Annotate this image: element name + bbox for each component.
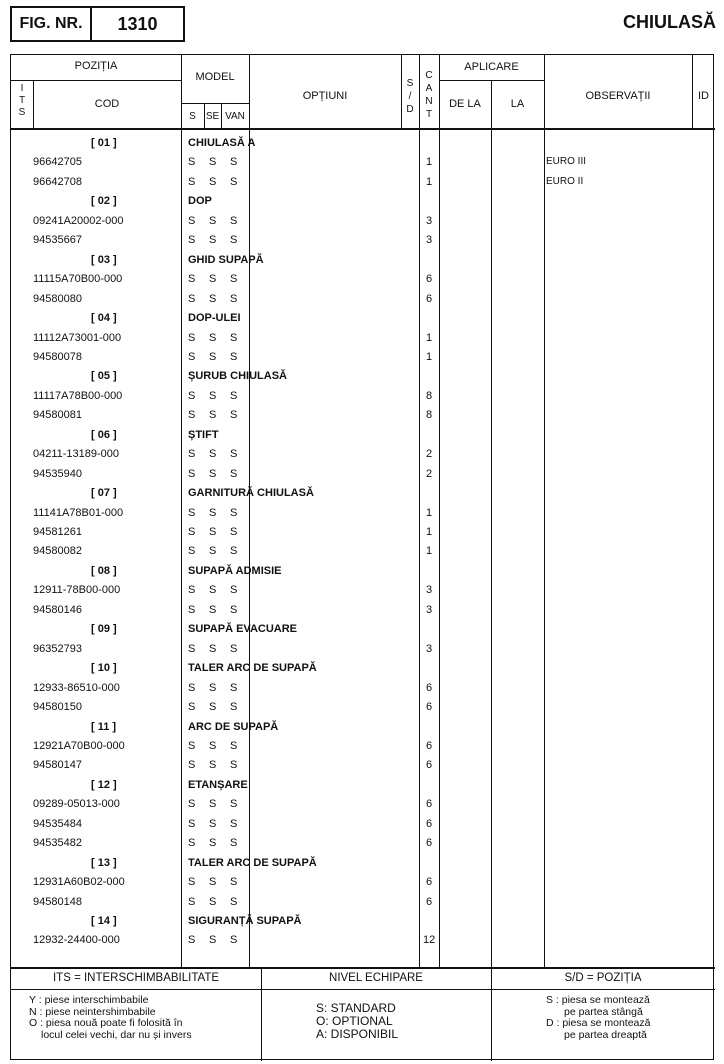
header-cant-2: A [425,83,433,94]
model-se-value: S [209,642,217,655]
table-row [11,173,715,192]
quantity: 8 [425,389,433,402]
model-van-value: S [230,584,238,597]
quantity: 1 [425,506,433,519]
part-code: 94535482 [33,837,82,850]
part-code: 94535667 [33,234,82,247]
model-van-value: S [230,506,238,519]
model-van-value: S [230,759,238,772]
quantity: 8 [425,409,433,422]
model-van-value: S [230,642,238,655]
model-s-value: S [188,545,196,558]
part-code: 94581261 [33,526,82,538]
table-row [11,581,715,600]
part-code: 94580148 [33,895,82,908]
quantity: 3 [425,642,433,655]
model-s-value: S [188,817,196,830]
model-se-value: S [209,175,217,188]
quantity: 2 [425,467,433,480]
quantity: 3 [425,234,433,247]
position-number: [ 01 ] [91,137,117,149]
table-row [11,815,715,834]
part-description: ARC DE SUPAPĂ [188,720,279,733]
position-number: [ 10 ] [91,662,117,675]
header-optiuni: OPȚIUNI [302,90,348,102]
quantity: 6 [425,895,433,908]
legend-its-n: N : piese neintershimbabile [29,1005,156,1018]
part-code: 04211-13189-000 [33,448,120,461]
legend-its-o2: locul celei vechi, dar nu și invers [41,1028,192,1041]
model-van-value: S [230,817,238,830]
model-van-value: S [230,467,238,480]
position-number: [ 02 ] [91,195,117,208]
model-se-value: S [209,234,217,247]
quantity: 6 [425,837,433,850]
header-id: ID [698,90,709,102]
header-model-se: SE [205,111,220,122]
table-row [11,601,715,620]
part-description: ȘTIFT [188,428,219,441]
divider [11,80,181,81]
part-code: 94580150 [33,701,82,714]
model-s-value: S [188,837,196,850]
model-s-value: S [188,895,196,908]
model-se-value: S [209,545,217,558]
quantity: 1 [425,545,433,558]
figure-number-box [10,6,185,42]
group-row [11,776,715,795]
model-se-value: S [209,350,217,363]
legend-sd-d2: pe partea dreaptă [564,1028,647,1041]
model-van-value: S [230,739,238,752]
table-row [11,873,715,892]
header-cod: COD [94,98,120,110]
part-code: 94535940 [33,467,82,480]
part-description: GARNITURĂ CHIULASĂ [188,487,314,500]
figure-label: FIG. NR. [12,8,92,40]
model-van-value: S [230,331,238,344]
model-van-value: S [230,448,238,461]
part-description: SIGURANȚĂ SUPAPĂ [188,915,302,927]
header-model: MODEL [195,71,235,83]
divider [439,80,544,81]
model-se-value: S [209,701,217,714]
part-code: 94580080 [33,292,82,305]
table-row [11,387,715,406]
model-se-value: S [209,876,217,889]
model-van-value: S [230,701,238,714]
quantity: 1 [425,175,433,188]
part-code: 94580147 [33,759,82,772]
quantity: 6 [425,876,433,889]
divider [11,989,715,990]
model-van-value: S [230,234,238,247]
observation: EURO II [546,175,584,187]
parts-table [10,54,714,1060]
model-s-value: S [188,681,196,694]
quantity: 1 [425,350,433,363]
legend-nivel-a: A: DISPONIBIL [316,1027,399,1041]
table-row [11,445,715,464]
table-row [11,893,715,912]
table-row [11,231,715,250]
header-la: LA [510,98,525,110]
table-row [11,698,715,717]
model-se-value: S [209,895,217,908]
model-s-value: S [188,292,196,305]
part-code: 12931A60B02-000 [33,876,125,889]
model-se-value: S [209,934,217,947]
table-row [11,329,715,348]
model-se-value: S [209,798,217,811]
group-row [11,426,715,445]
quantity: 12 [423,934,436,947]
part-code: 94580081 [33,409,82,422]
header-pozitia: POZIȚIA [74,60,118,72]
model-van-value: S [230,895,238,908]
header-model-van: VAN [225,111,245,122]
group-row [11,659,715,678]
group-row [11,562,715,581]
legend-sd-d1: D : piesa se montează [546,1017,651,1029]
model-se-value: S [209,409,217,422]
table-row [11,679,715,698]
part-description: SUPAPĂ ADMISIE [188,564,282,577]
model-se-value: S [209,273,217,286]
part-description: SUPAPĂ EVACUARE [188,623,297,636]
table-row [11,348,715,367]
quantity: 6 [425,817,433,830]
position-number: [ 04 ] [91,312,117,325]
model-s-value: S [188,389,196,402]
table-row [11,270,715,289]
figure-number: 1310 [117,13,158,34]
part-code: 12921A70B00-000 [33,739,125,752]
part-code: 12911-78B00-000 [33,584,121,597]
group-row [11,718,715,737]
model-se-value: S [209,467,217,480]
group-row [11,309,715,328]
divider [11,967,715,969]
group-row [11,192,715,211]
model-se-value: S [209,526,217,538]
group-row [11,484,715,503]
position-number: [ 08 ] [91,564,117,577]
quantity: 6 [425,739,433,752]
model-van-value: S [230,545,238,558]
quantity: 6 [425,273,433,286]
table-row [11,523,715,542]
table-row [11,795,715,814]
quantity: 3 [425,603,433,616]
model-s-value: S [188,350,196,363]
position-number: [ 09 ] [91,623,117,636]
part-code: 96642705 [33,156,82,169]
part-description: GHID SUPAPĂ [188,253,264,266]
position-number: [ 12 ] [91,778,117,791]
part-description: TALER ARC DE SUPAPĂ [188,856,317,869]
model-s-value: S [188,642,196,655]
model-s-value: S [188,409,196,422]
model-se-value: S [209,837,217,850]
model-se-value: S [209,292,217,305]
model-s-value: S [188,214,196,227]
model-van-value: S [230,175,238,188]
part-code: 96352793 [33,642,82,655]
model-se-value: S [209,389,217,402]
model-van-value: S [230,273,238,286]
model-s-value: S [188,156,196,169]
model-s-value: S [188,876,196,889]
model-se-value: S [209,156,217,169]
group-row [11,912,715,931]
header-sd-1: S [406,78,414,89]
header-its-letter: T [18,95,26,106]
header-sd [401,77,419,116]
model-van-value: S [230,156,238,169]
part-code: 12933-86510-000 [33,681,120,694]
part-description: TALER ARC DE SUPAPĂ [188,662,317,675]
part-code: 12932-24400-000 [33,934,120,947]
header-its-text [11,83,33,119]
part-description: ȘURUB CHIULASĂ [188,370,287,383]
quantity: 3 [425,214,433,227]
position-number: [ 14 ] [91,915,117,927]
legend-nivel-o: O: OPTIONAL [316,1014,393,1028]
model-van-value: S [230,350,238,363]
table-row [11,406,715,425]
legend-sd [546,995,650,1041]
header-observatii: OBSERVAȚII [585,90,651,102]
header-cant [419,69,439,121]
model-s-value: S [188,448,196,461]
quantity: 6 [425,292,433,305]
quantity: 3 [425,584,433,597]
table-row [11,542,715,561]
part-code: 11141A78B01-000 [33,506,124,519]
quantity: 1 [425,331,433,344]
model-s-value: S [188,526,196,538]
legend-nivel [316,1002,398,1041]
model-se-value: S [209,739,217,752]
table-row [11,465,715,484]
part-code: 94580078 [33,350,82,363]
legend-sd-title: S/D = POZIȚIA [564,972,642,984]
position-number: [ 03 ] [91,253,117,266]
table-row [11,737,715,756]
model-s-value: S [188,506,196,519]
quantity: 6 [425,701,433,714]
legend-its-o1: O : piesa nouă poate fi folosită în [29,1017,183,1029]
position-number: [ 07 ] [91,487,117,500]
model-se-value: S [209,759,217,772]
legend-its [29,995,192,1041]
position-number: [ 11 ] [91,720,117,733]
model-se-value: S [209,584,217,597]
model-s-value: S [188,234,196,247]
part-code: 11112A73001-000 [33,331,122,344]
table-row [11,640,715,659]
part-code: 11115A70B00-000 [33,273,123,286]
part-description: DOP [188,195,212,208]
model-van-value: S [230,798,238,811]
position-number: [ 13 ] [91,856,117,869]
model-s-value: S [188,934,196,947]
group-row [11,367,715,386]
quantity: 6 [425,798,433,811]
legend-sd-s2: pe partea stângă [564,1005,643,1018]
model-se-value: S [209,214,217,227]
group-row [11,134,715,153]
header-sd-2: / [408,91,412,102]
part-code: 94580082 [33,545,82,558]
legend-its-title: ITS = INTERSCHIMBABILITATE [52,972,220,984]
model-s-value: S [188,759,196,772]
part-description: ETANȘARE [188,778,248,791]
header-sd-3: D [406,104,414,115]
model-s-value: S [188,175,196,188]
model-se-value: S [209,448,217,461]
divider [11,128,715,130]
model-s-value: S [188,584,196,597]
quantity: 6 [425,759,433,772]
position-number: [ 06 ] [91,428,117,441]
header-its-letter: S [18,107,26,118]
model-van-value: S [230,603,238,616]
model-van-value: S [230,214,238,227]
model-s-value: S [188,603,196,616]
header-model-s: S [189,111,196,122]
model-se-value: S [209,331,217,344]
observation: EURO III [546,156,587,168]
header-cant-4: T [425,109,433,120]
model-van-value: S [230,409,238,422]
model-s-value: S [188,467,196,480]
model-s-value: S [188,739,196,752]
divider [181,103,249,104]
table-row [11,504,715,523]
header-its [11,83,33,119]
legend-sd-s1: S : piesa se montează [546,994,650,1006]
table-row [11,834,715,853]
model-se-value: S [209,603,217,616]
table-row [11,290,715,309]
model-se-value: S [209,681,217,694]
quantity: 6 [425,681,433,694]
part-code: 09289-05013-000 [33,798,120,811]
table-row [11,153,715,172]
quantity: 2 [425,448,433,461]
header-cant-3: N [425,96,433,107]
model-van-value: S [230,526,238,538]
header-aplicare: APLICARE [464,61,519,73]
group-row [11,854,715,873]
legend-nivel-title: NIVEL ECHIPARE [329,972,423,984]
part-code: 94580146 [33,603,82,616]
quantity: 1 [425,526,433,538]
model-se-value: S [209,817,217,830]
part-code: 96642708 [33,175,82,188]
model-s-value: S [188,701,196,714]
model-van-value: S [230,837,238,850]
model-van-value: S [230,681,238,694]
model-van-value: S [230,292,238,305]
table-row [11,212,715,231]
part-code: 09241A20002-000 [33,214,124,227]
position-number: [ 05 ] [91,370,117,383]
page-title: CHIULASĂ [623,12,716,32]
group-row [11,251,715,270]
table-row [11,931,715,950]
table-row [11,756,715,775]
part-code: 94535484 [33,817,82,830]
model-s-value: S [188,798,196,811]
header-de-la: DE LA [449,98,481,110]
part-description: CHIULASĂ A [188,137,256,149]
header-cant-1: C [425,70,433,81]
group-row [11,620,715,639]
model-van-value: S [230,934,238,947]
model-s-value: S [188,331,196,344]
model-van-value: S [230,389,238,402]
model-s-value: S [188,273,196,286]
header-its-letter: I [20,83,24,94]
quantity: 1 [425,156,433,169]
part-description: DOP-ULEI [188,312,241,325]
model-se-value: S [209,506,217,519]
model-van-value: S [230,876,238,889]
legend-its-y: Y : piese interschimbabile [29,994,149,1006]
legend-nivel-s: S: STANDARD [316,1001,396,1015]
part-code: 11117A78B00-000 [33,389,123,402]
